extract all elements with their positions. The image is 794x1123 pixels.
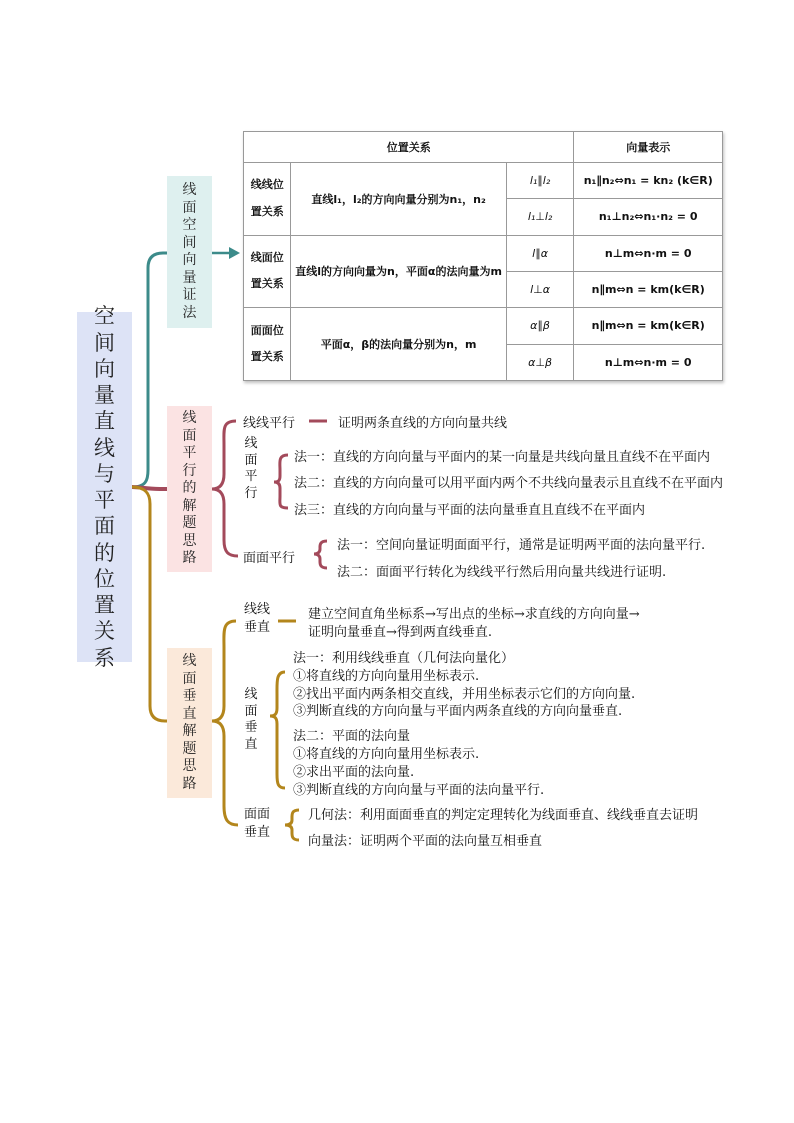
label-line-line-parallel: 线线平行 [243, 416, 296, 431]
desc-line-line: 直线l₁，l₂的方向向量分别为n₁，n₂ [291, 163, 506, 236]
bracket-b3-planeplane [285, 810, 299, 840]
category-plane-plane: 面面位置关系 [244, 308, 291, 381]
arrow-b1-table [229, 247, 240, 259]
vector-cell: n⊥m⇔n·m = 0 [574, 235, 723, 271]
method-item: 向量法：证明两个平面的法向量互相垂直 [308, 834, 543, 849]
label-line-plane-parallel: 线面平行 [244, 436, 258, 501]
relation-cell: l⊥α [506, 271, 574, 307]
bracket-b3-lineplane [270, 672, 285, 788]
bracket-b2-planeplane [314, 541, 327, 568]
vector-cell: n₁∥n₂⇔n₁ = kn₂ (k∈R) [574, 163, 723, 199]
process-line: ③判断直线的方向向量与平面内两条直线的方向向量垂直. [293, 704, 623, 719]
method-item: 法三：直线的方向向量与平面的法向量垂直且直线不在平面内 [294, 503, 646, 518]
method-item: 几何法：利用面面垂直的判定定理转化为线面垂直、线线垂直去证明 [308, 808, 699, 823]
method-item: 法一：空间向量证明面面平行，通常是证明两平面的法向量平行. [337, 538, 706, 553]
branch-vector-proof [167, 176, 212, 328]
branch-parallel-title: 线面平行的解题思路 [182, 410, 197, 567]
table-row [244, 308, 723, 344]
header-position: 位置关系 [244, 132, 574, 163]
process-line: 法二：平面的法向量 [293, 729, 411, 744]
branch-perpendicular-title: 线面垂直解题思路 [182, 653, 197, 792]
category-line-line: 线线位置关系 [244, 163, 291, 236]
process-line: ②找出平面内两条相交直线，并用坐标表示它们的方向向量. [293, 687, 636, 702]
vector-cell: n₁⊥n₂⇔n₁·n₂ = 0 [574, 199, 723, 235]
bracket-b3 [212, 621, 238, 825]
table-header-row [244, 132, 723, 163]
method-item: 法一：直线的方向向量与平面内的某一向量是共线向量且直线不在平面内 [294, 450, 711, 465]
branch-perpendicular [167, 648, 212, 798]
process-line: 建立空间直角坐标系→写出点的坐标→求直线的方向向量→ [308, 607, 640, 622]
desc-line-plane: 直线l的方向向量为n，平面α的法向量为m [291, 235, 506, 308]
process-line: 证明向量垂直→得到两直线垂直. [308, 625, 493, 640]
header-vector: 向量表示 [574, 132, 723, 163]
label-plane-plane-parallel: 面面平行 [243, 551, 296, 566]
table-row [244, 235, 723, 271]
relation-cell: l∥α [506, 235, 574, 271]
label-line-plane-perp: 线面垂直 [244, 687, 258, 752]
root-node [77, 304, 132, 670]
relation-cell: α∥β [506, 308, 574, 344]
label-line-line-perp: 线线垂直 [243, 602, 270, 636]
relation-cell: l₁⊥l₂ [506, 199, 574, 235]
process-line: ③判断直线的方向向量与平面的法向量平行. [293, 783, 545, 798]
process-line: 法一：利用线线垂直（几何法向量化） [293, 651, 515, 666]
root-title: 空间向量直线与平面的位置关系 [94, 304, 115, 670]
process-line: ①将直线的方向向量用坐标表示. [293, 747, 480, 762]
position-relation-table [243, 131, 723, 381]
vector-cell: n∥m⇔n = km(k∈R) [574, 308, 723, 344]
bracket-b2 [212, 421, 238, 556]
relation-cell: l₁∥l₂ [506, 163, 574, 199]
connector-root-b3 [132, 487, 167, 721]
relation-cell: α⊥β [506, 344, 574, 380]
method-item: 法二：面面平行转化为线线平行然后用向量共线进行证明. [337, 565, 667, 580]
connector-root-b1 [132, 253, 167, 487]
vector-cell: n⊥m⇔n·m = 0 [574, 344, 723, 380]
branch-parallel [167, 406, 212, 572]
vector-cell: n∥m⇔n = km(k∈R) [574, 271, 723, 307]
category-line-plane: 线面位置关系 [244, 235, 291, 308]
branch-vector-proof-title: 线面空间向量证法 [182, 182, 197, 321]
text-line-line-parallel: 证明两条直线的方向向量共线 [338, 416, 508, 431]
process-line: ①将直线的方向向量用坐标表示. [293, 669, 480, 684]
label-plane-plane-perp: 面面垂直 [243, 807, 270, 841]
method-item: 法二：直线的方向向量可以用平面内两个不共线向量表示且直线不在平面内 [294, 476, 724, 491]
process-line: ②求出平面的法向量. [293, 765, 415, 780]
table-row [244, 163, 723, 199]
bracket-b2-lineplane [274, 455, 288, 508]
desc-plane-plane: 平面α，β的法向量分别为n，m [291, 308, 506, 381]
